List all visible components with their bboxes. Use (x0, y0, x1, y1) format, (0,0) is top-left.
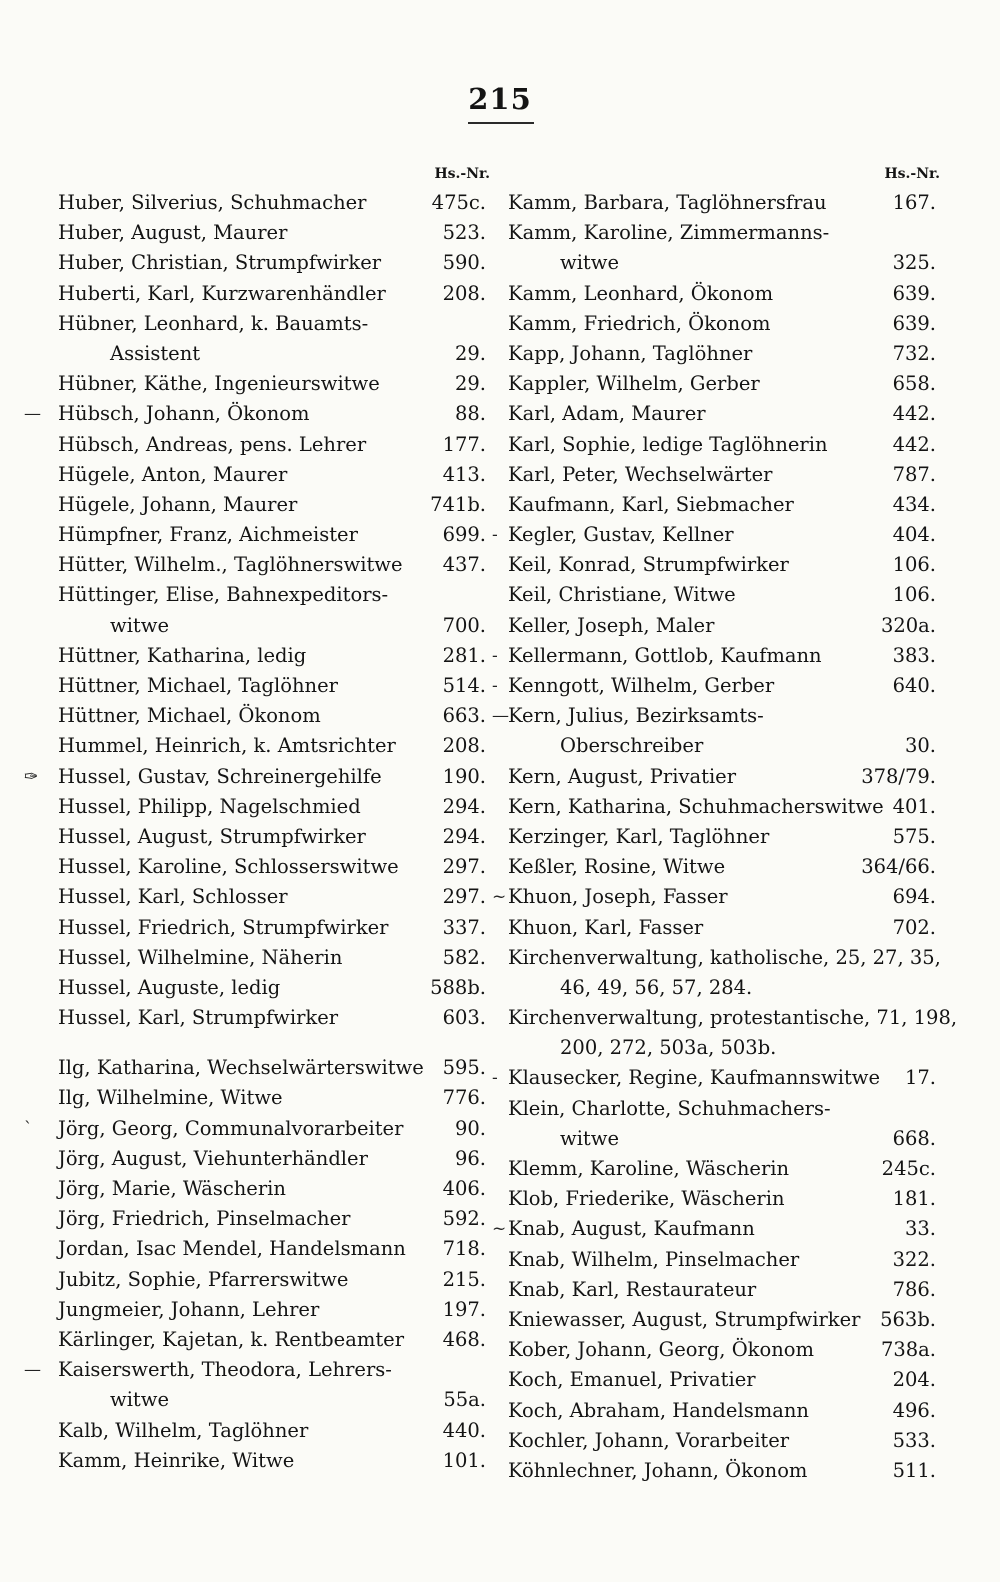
house-number: 197. (442, 1297, 486, 1321)
margin-mark: - (492, 645, 498, 666)
house-number: 297. (442, 885, 486, 909)
entry-name: 46, 49, 56, 57, 284. (560, 975, 753, 999)
entry-name: Hübsch, Andreas, pens. Lehrer (58, 432, 367, 456)
left-column-header: Hs.-Nr. (434, 166, 490, 182)
house-number: 383. (892, 643, 936, 667)
directory-entry (58, 1325, 490, 1355)
house-number: 322. (892, 1247, 936, 1271)
entry-name: Huber, Christian, Strumpfwirker (58, 251, 382, 275)
house-number: 17. (904, 1066, 936, 1090)
margin-mark: — (24, 1360, 41, 1381)
entry-name: Kamm, Karoline, Zimmermanns- (508, 221, 830, 245)
house-number: 514. (442, 674, 486, 697)
directory-entry (508, 822, 940, 852)
house-number: 401. (892, 794, 936, 818)
page-number: 215 (468, 82, 532, 116)
entry-name: Kalb, Wilhelm, Taglöhner (58, 1418, 309, 1442)
directory-entry (58, 852, 490, 882)
directory-entry (508, 1426, 940, 1456)
directory-entry (508, 369, 940, 399)
directory-entry (508, 490, 940, 520)
entry-name: Kaiserswerth, Theodora, Lehrers- (58, 1358, 392, 1382)
entry-name: Huber, August, Maurer (58, 221, 288, 245)
house-number: 475c. (431, 191, 486, 214)
directory-entry (508, 611, 940, 641)
entry-name: Hüttner, Michael, Taglöhner (58, 674, 338, 697)
entry-name: Kern, August, Privatier (508, 764, 737, 788)
directory-entry (24, 399, 490, 429)
house-number: 640. (892, 674, 936, 697)
house-number: 281. (442, 643, 486, 667)
house-number: 90. (454, 1116, 486, 1140)
entry-name: Klemm, Karoline, Wäscherin (508, 1157, 790, 1180)
house-number: 208. (442, 281, 486, 305)
entry-name: Knab, Wilhelm, Pinselmacher (508, 1247, 800, 1271)
house-number: 700. (442, 613, 486, 637)
directory-entry (58, 1265, 490, 1295)
house-number: 364/66. (861, 855, 936, 879)
directory-entry (508, 792, 940, 822)
house-number: 639. (892, 311, 936, 335)
house-number: 787. (892, 462, 936, 486)
house-number: 320a. (880, 613, 936, 637)
house-number: 732. (892, 341, 936, 365)
house-number: 718. (442, 1237, 486, 1261)
directory-entry (508, 1275, 940, 1305)
directory-entry (58, 822, 490, 852)
house-number: 325. (892, 251, 936, 275)
entry-name: Hussel, August, Strumpfwirker (58, 824, 366, 848)
entry-name: Kirchenverwaltung, katholische, 25, 27, 35, (508, 945, 941, 969)
section-gap (58, 1033, 490, 1053)
house-number: 776. (442, 1086, 486, 1110)
house-number: 442. (892, 432, 936, 456)
house-number: 741b. (430, 492, 486, 516)
entry-name: Jordan, Isac Mendel, Handelsmann (58, 1237, 406, 1261)
house-number: 590. (442, 251, 486, 275)
house-number: 167. (892, 191, 936, 214)
house-number: 699. (442, 523, 486, 547)
house-number: 434. (892, 492, 936, 516)
entry-name: Hütter, Wilhelm., Taglöhnerswitwe (58, 553, 403, 577)
directory-entry (508, 430, 940, 460)
directory-entry (508, 339, 940, 369)
directory-entry (24, 762, 490, 792)
entry-name: Jungmeier, Johann, Lehrer (58, 1297, 320, 1321)
entry-name: Hümpfner, Franz, Aichmeister (58, 523, 358, 547)
entry-name: Ilg, Wilhelmine, Witwe (58, 1086, 283, 1110)
directory-entry (508, 218, 940, 248)
entry-name: Kamm, Leonhard, Ökonom (508, 281, 774, 305)
directory-entry (508, 188, 940, 218)
directory-entry (508, 550, 940, 580)
directory-entry (492, 1214, 940, 1244)
entry-name: Keßler, Rosine, Witwe (508, 855, 726, 879)
directory-entry (58, 792, 490, 822)
house-number: 563b. (880, 1307, 936, 1331)
left-column (24, 160, 490, 1476)
directory-entry (508, 1396, 940, 1426)
house-number: 588b. (430, 975, 486, 999)
house-number: 582. (442, 945, 486, 969)
page-number-rule (468, 122, 534, 124)
entry-name: Klob, Friederike, Wäscherin (508, 1187, 785, 1211)
directory-entry (492, 701, 940, 731)
entry-name: Hübsch, Johann, Ökonom (58, 402, 310, 426)
directory-entry (58, 248, 490, 278)
entry-name: Kern, Katharina, Schuhmacherswitwe (508, 794, 884, 818)
house-number: 496. (892, 1398, 936, 1422)
margin-mark: — (492, 706, 509, 727)
directory-entry (508, 1305, 940, 1335)
directory-entry (508, 460, 940, 490)
directory-entry (508, 1335, 940, 1365)
house-number: 337. (442, 915, 486, 939)
house-number: 738a. (880, 1338, 936, 1362)
directory-entry (58, 701, 490, 731)
house-number: 442. (892, 402, 936, 426)
directory-entry (508, 1033, 940, 1063)
entry-name: Khuon, Karl, Fasser (508, 915, 704, 939)
directory-entry (58, 943, 490, 973)
entry-name: Jörg, August, Viehunterhändler (58, 1146, 368, 1170)
entry-name: Hübner, Käthe, Ingenieurswitwe (58, 372, 380, 396)
margin-mark: ✑ (24, 766, 39, 787)
directory-entry (58, 218, 490, 248)
directory-entry (508, 580, 940, 610)
directory-entry (508, 762, 940, 792)
house-number: 88. (454, 402, 486, 426)
entry-name: Hussel, Karoline, Schlosserswitwe (58, 855, 399, 879)
entry-name: Khuon, Joseph, Fasser (508, 885, 728, 909)
entry-name: Keil, Christiane, Witwe (508, 583, 736, 607)
directory-entry (508, 1365, 940, 1395)
directory-entry (58, 1416, 490, 1446)
directory-entry (58, 671, 490, 701)
house-number: 101. (442, 1448, 486, 1472)
directory-entry (58, 520, 490, 550)
entry-name: Keller, Joseph, Maler (508, 613, 715, 637)
directory-entry (58, 973, 490, 1003)
entry-name: Hussel, Wilhelmine, Näherin (58, 945, 343, 969)
entry-name: Hussel, Philipp, Nagelschmied (58, 794, 361, 818)
directory-entry (508, 1456, 940, 1486)
house-number: 294. (442, 824, 486, 848)
margin-mark: - (492, 676, 498, 696)
margin-mark: - (492, 525, 498, 546)
right-column-header: Hs.-Nr. (884, 166, 940, 182)
house-number: 511. (892, 1458, 936, 1482)
directory-entry (58, 1174, 490, 1204)
directory-entry (58, 188, 490, 218)
directory-entry (58, 369, 490, 399)
house-number: 595. (442, 1056, 486, 1080)
house-number: 468. (442, 1327, 486, 1351)
directory-entry (58, 731, 490, 761)
entry-name: Hüttinger, Elise, Bahnexpeditors- (58, 583, 389, 607)
directory-entry (58, 460, 490, 490)
directory-entry (58, 1083, 490, 1113)
entry-name: Hussel, Gustav, Schreinergehilfe (58, 764, 382, 788)
entry-name: Klausecker, Regine, Kaufmannswitwe (508, 1066, 881, 1090)
entry-name: Kniewasser, August, Strumpfwirker (508, 1307, 861, 1331)
house-number: 297. (442, 855, 486, 879)
entry-name: Koch, Abraham, Handelsmann (508, 1398, 809, 1422)
directory-entry (508, 1003, 958, 1033)
entry-name: Kellermann, Gottlob, Kaufmann (508, 643, 822, 667)
directory-entry (58, 1234, 490, 1264)
entry-name: Kochler, Johann, Vorarbeiter (508, 1428, 790, 1452)
entry-name: Jubitz, Sophie, Pfarrerswitwe (58, 1267, 349, 1291)
entry-name: Keil, Konrad, Strumpfwirker (508, 553, 789, 577)
entry-name: witwe (560, 251, 619, 275)
directory-entry (508, 852, 940, 882)
directory-entry (508, 1245, 940, 1275)
margin-mark: - (492, 1068, 498, 1089)
entry-name: Hummel, Heinrich, k. Amtsrichter (58, 734, 396, 758)
house-number: 245c. (881, 1157, 936, 1180)
entry-name: witwe (560, 1126, 619, 1150)
entry-name: Kapp, Johann, Taglöhner (508, 341, 753, 365)
directory-entry (508, 279, 940, 309)
entry-name: Hussel, Auguste, ledig (58, 975, 281, 999)
entry-name: Hügele, Anton, Maurer (58, 462, 288, 486)
directory-entry (58, 641, 490, 671)
directory-entry (58, 339, 490, 369)
entry-name: Kappler, Wilhelm, Gerber (508, 372, 760, 396)
directory-entry (508, 309, 940, 339)
house-number: 668. (892, 1126, 936, 1150)
house-number: 208. (442, 734, 486, 758)
directory-entry (492, 641, 940, 671)
entry-name: Karl, Adam, Maurer (508, 402, 706, 426)
directory-entry (58, 490, 490, 520)
entry-name: Jörg, Friedrich, Pinselmacher (58, 1207, 351, 1231)
entry-name: Hussel, Karl, Schlosser (58, 885, 288, 909)
entry-name: Kober, Johann, Georg, Ökonom (508, 1338, 815, 1362)
house-number: 106. (892, 553, 936, 577)
directory-entry (508, 1124, 940, 1154)
entry-name: Kamm, Heinrike, Witwe (58, 1448, 295, 1472)
directory-entry (58, 279, 490, 309)
right-entry-list (492, 188, 958, 1486)
directory-entry (24, 1114, 490, 1144)
house-number: 30. (904, 734, 936, 758)
house-number: 215. (442, 1267, 486, 1291)
right-column (492, 160, 958, 1486)
entry-name: Knab, Karl, Restaurateur (508, 1277, 757, 1301)
house-number: 413. (442, 462, 486, 486)
directory-entry (492, 520, 940, 550)
directory-entry (492, 882, 940, 912)
directory-entry (508, 731, 940, 761)
margin-mark: ~ (492, 1219, 507, 1240)
house-number: 404. (892, 523, 936, 547)
house-number: 702. (892, 915, 936, 939)
directory-entry (508, 913, 940, 943)
directory-entry (58, 430, 490, 460)
house-number: 523. (442, 221, 486, 245)
house-number: 294. (442, 794, 486, 818)
entry-name: witwe (110, 1388, 169, 1412)
entry-name: Karl, Peter, Wechselwärter (508, 462, 773, 486)
entry-name: Huberti, Karl, Kurzwarenhändler (58, 281, 386, 305)
entry-name: Koch, Emanuel, Privatier (508, 1368, 756, 1392)
entry-name: Jörg, Georg, Communalvorarbeiter (58, 1116, 404, 1140)
margin-mark: ` (24, 1118, 33, 1139)
directory-entry (58, 1144, 490, 1174)
directory-entry (58, 1295, 490, 1325)
entry-name: Assistent (110, 341, 201, 365)
directory-entry (58, 1053, 490, 1083)
directory-entry (492, 1063, 940, 1093)
entry-name: Kenngott, Wilhelm, Gerber (508, 674, 775, 697)
house-number: 575. (892, 824, 936, 848)
house-number: 639. (892, 281, 936, 305)
entry-name: Kegler, Gustav, Kellner (508, 523, 734, 547)
margin-mark: — (24, 404, 41, 425)
house-number: 177. (442, 432, 486, 456)
house-number: 440. (442, 1418, 486, 1442)
house-number: 406. (442, 1177, 486, 1200)
house-number: 33. (904, 1217, 936, 1241)
directory-entry (58, 1003, 490, 1033)
directory-entry (508, 1184, 940, 1214)
house-number: 437. (442, 553, 486, 577)
entry-name: Hügele, Johann, Maurer (58, 492, 298, 516)
house-number: 592. (442, 1207, 486, 1231)
margin-mark: ~ (492, 887, 507, 908)
entry-name: Karl, Sophie, ledige Taglöhnerin (508, 432, 828, 456)
directory-entry (58, 1446, 490, 1476)
house-number: 658. (892, 372, 936, 396)
house-number: 55a. (443, 1388, 486, 1412)
directory-entry (508, 1154, 940, 1184)
directory-entry (58, 580, 490, 610)
entry-name: Oberschreiber (560, 734, 704, 758)
left-entry-list (24, 188, 490, 1476)
house-number: 204. (892, 1368, 936, 1392)
entry-name: Klein, Charlotte, Schuhmachers- (508, 1096, 831, 1120)
directory-entry (58, 1204, 490, 1234)
house-number: 603. (442, 1006, 486, 1030)
entry-name: Köhnlechner, Johann, Ökonom (508, 1458, 808, 1482)
directory-entry (58, 550, 490, 580)
directory-entry (24, 1355, 490, 1385)
house-number: 106. (892, 583, 936, 607)
house-number: 694. (892, 885, 936, 909)
house-number: 190. (442, 764, 486, 788)
directory-entry (508, 943, 940, 973)
entry-name: Kaufmann, Karl, Siebmacher (508, 492, 794, 516)
directory-entry (58, 882, 490, 912)
entry-name: Kärlinger, Kajetan, k. Rentbeamter (58, 1327, 405, 1351)
directory-entry (58, 913, 490, 943)
entry-name: Knab, August, Kaufmann (508, 1217, 755, 1241)
entry-name: Kirchenverwaltung, protestantische, 71, 198, (508, 1006, 958, 1030)
directory-entry (58, 1385, 490, 1415)
house-number: 378/79. (861, 764, 936, 788)
house-number: 533. (892, 1428, 936, 1452)
entry-name: Jörg, Marie, Wäscherin (58, 1177, 286, 1200)
directory-entry (492, 671, 940, 701)
entry-name: Kern, Julius, Bezirksamts- (508, 704, 764, 728)
entry-name: witwe (110, 613, 169, 637)
entry-name: 200, 272, 503a, 503b. (560, 1036, 777, 1060)
entry-name: Hussel, Friedrich, Strumpfwirker (58, 915, 389, 939)
entry-name: Kamm, Friedrich, Ökonom (508, 311, 771, 335)
entry-name: Hüttner, Michael, Ökonom (58, 704, 321, 728)
house-number: 786. (892, 1277, 936, 1301)
house-number: 181. (892, 1187, 936, 1211)
entry-name: Hübner, Leonhard, k. Bauamts- (58, 311, 369, 335)
directory-entry (508, 1094, 940, 1124)
directory-entry (58, 309, 490, 339)
entry-name: Ilg, Katharina, Wechselwärterswitwe (58, 1056, 424, 1080)
house-number: 29. (454, 341, 486, 365)
entry-name: Kamm, Barbara, Taglöhnersfrau (508, 191, 827, 214)
house-number: 663. (442, 704, 486, 728)
entry-name: Huber, Silverius, Schuhmacher (58, 191, 367, 214)
entry-name: Hüttner, Katharina, ledig (58, 643, 307, 667)
entry-name: Kerzinger, Karl, Taglöhner (508, 824, 770, 848)
house-number: 96. (454, 1146, 486, 1170)
house-number: 29. (454, 372, 486, 396)
directory-entry (58, 611, 490, 641)
directory-entry (508, 399, 940, 429)
entry-name: Hussel, Karl, Strumpfwirker (58, 1006, 339, 1030)
directory-entry (508, 973, 940, 1003)
directory-entry (508, 248, 940, 278)
